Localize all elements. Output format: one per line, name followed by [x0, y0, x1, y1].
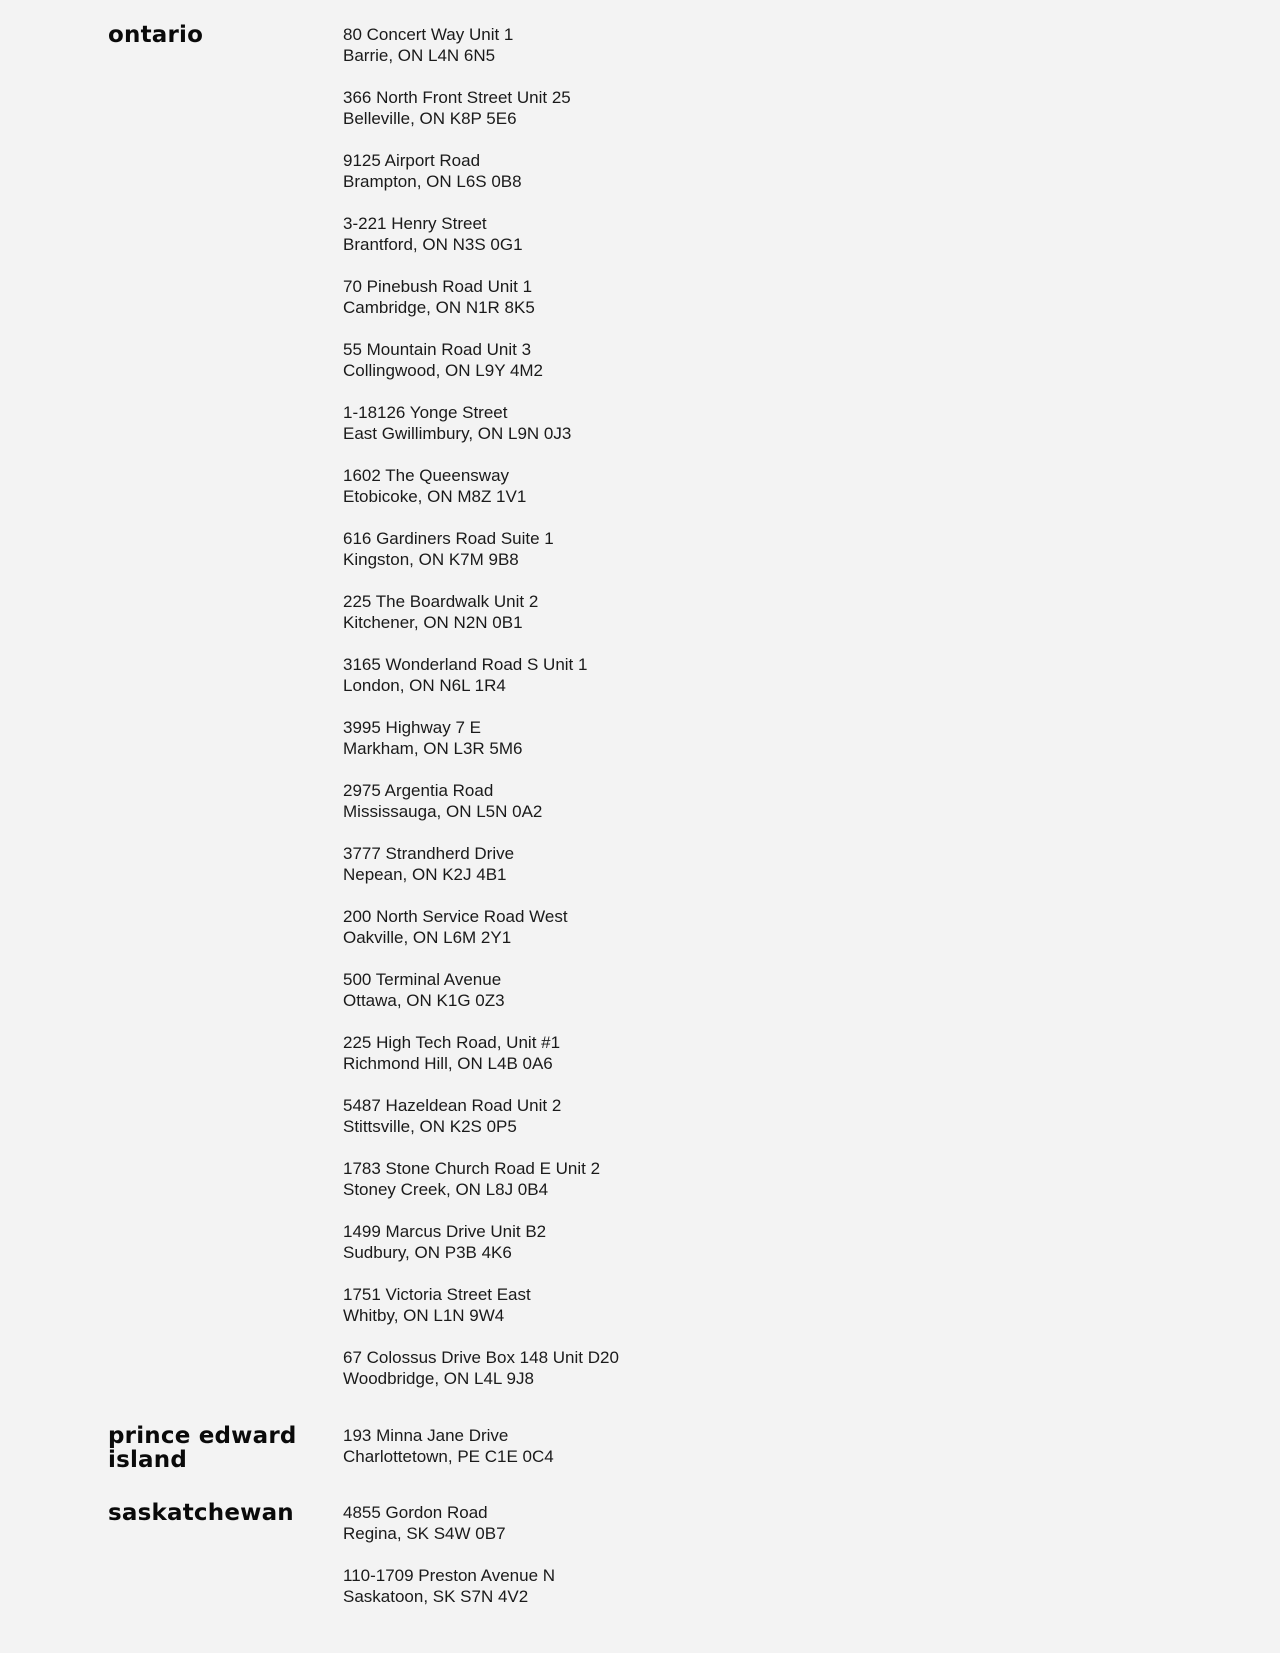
street-line: 616 Gardiners Road Suite 1 — [343, 529, 554, 548]
address-item — [343, 591, 619, 654]
street-line: 225 The Boardwalk Unit 2 — [343, 592, 539, 611]
street-line: 3995 Highway 7 E — [343, 718, 481, 737]
address-item — [343, 843, 619, 906]
city-line: Markham, ON L3R 5M6 — [343, 739, 523, 758]
address-item — [343, 1565, 555, 1628]
city-line: Regina, SK S4W 0B7 — [343, 1524, 506, 1543]
street-line: 1602 The Queensway — [343, 466, 510, 485]
address-item — [343, 213, 619, 276]
street-line: 9125 Airport Road — [343, 151, 481, 170]
address-item — [343, 339, 619, 402]
city-line: Mississauga, ON L5N 0A2 — [343, 802, 543, 821]
street-line: 110-1709 Preston Avenue N — [343, 1566, 556, 1585]
street-line: 2975 Argentia Road — [343, 781, 494, 800]
street-line: 3165 Wonderland Road S Unit 1 — [343, 655, 588, 674]
address-list — [343, 1502, 555, 1628]
address-item — [343, 1425, 554, 1488]
street-line: 3777 Strandherd Drive — [343, 844, 515, 863]
province-section-prince-edward-island — [0, 1425, 1280, 1504]
city-line: Sudbury, ON P3B 4K6 — [343, 1243, 512, 1262]
street-line: 1-18126 Yonge Street — [343, 403, 508, 422]
address-item — [343, 465, 619, 528]
street-line: 70 Pinebush Road Unit 1 — [343, 277, 533, 296]
city-line: London, ON N6L 1R4 — [343, 676, 506, 695]
province-heading: prince edward island — [108, 1423, 297, 1473]
street-line: 80 Concert Way Unit 1 — [343, 25, 514, 44]
city-line: Belleville, ON K8P 5E6 — [343, 109, 517, 128]
province-section-ontario — [0, 24, 1280, 1426]
street-line: 1751 Victoria Street East — [343, 1285, 531, 1304]
street-line: 200 North Service Road West — [343, 907, 568, 926]
province-heading: ontario — [108, 22, 204, 48]
city-line: East Gwillimbury, ON L9N 0J3 — [343, 424, 572, 443]
street-line: 193 Minna Jane Drive — [343, 1426, 509, 1445]
address-item — [343, 150, 619, 213]
address-item — [343, 906, 619, 969]
city-line: Nepean, ON K2J 4B1 — [343, 865, 507, 884]
address-item — [343, 654, 619, 717]
street-line: 67 Colossus Drive Box 148 Unit D20 — [343, 1348, 619, 1367]
address-item — [343, 780, 619, 843]
address-item — [343, 402, 619, 465]
street-line: 5487 Hazeldean Road Unit 2 — [343, 1096, 562, 1115]
street-line: 1499 Marcus Drive Unit B2 — [343, 1222, 547, 1241]
city-line: Stittsville, ON K2S 0P5 — [343, 1117, 517, 1136]
address-list — [343, 24, 619, 1410]
city-line: Oakville, ON L6M 2Y1 — [343, 928, 512, 947]
address-item — [343, 1347, 619, 1410]
street-line: 366 North Front Street Unit 25 — [343, 88, 571, 107]
city-line: Stoney Creek, ON L8J 0B4 — [343, 1180, 549, 1199]
city-line: Kingston, ON K7M 9B8 — [343, 550, 519, 569]
street-line: 500 Terminal Avenue — [343, 970, 502, 989]
city-line: Brampton, ON L6S 0B8 — [343, 172, 522, 191]
address-item — [343, 276, 619, 339]
city-line: Etobicoke, ON M8Z 1V1 — [343, 487, 527, 506]
address-item — [343, 1221, 619, 1284]
city-line: Ottawa, ON K1G 0Z3 — [343, 991, 505, 1010]
city-line: Barrie, ON L4N 6N5 — [343, 46, 496, 65]
city-line: Charlottetown, PE C1E 0C4 — [343, 1447, 554, 1466]
city-line: Saskatoon, SK S7N 4V2 — [343, 1587, 529, 1606]
address-item — [343, 1032, 619, 1095]
address-item — [343, 1095, 619, 1158]
address-item — [343, 969, 619, 1032]
address-list — [343, 1425, 554, 1488]
city-line: Richmond Hill, ON L4B 0A6 — [343, 1054, 553, 1073]
street-line: 225 High Tech Road, Unit #1 — [343, 1033, 561, 1052]
city-line: Woodbridge, ON L4L 9J8 — [343, 1369, 534, 1388]
address-item — [343, 87, 619, 150]
province-section-saskatchewan — [0, 1502, 1280, 1644]
address-item — [343, 1158, 619, 1221]
city-line: Whitby, ON L1N 9W4 — [343, 1306, 505, 1325]
address-item — [343, 1284, 619, 1347]
city-line: Collingwood, ON L9Y 4M2 — [343, 361, 544, 380]
street-line: 55 Mountain Road Unit 3 — [343, 340, 532, 359]
street-line: 3-221 Henry Street — [343, 214, 487, 233]
street-line: 4855 Gordon Road — [343, 1503, 488, 1522]
address-item — [343, 717, 619, 780]
city-line: Cambridge, ON N1R 8K5 — [343, 298, 535, 317]
address-item — [343, 24, 619, 87]
address-item — [343, 528, 619, 591]
address-item — [343, 1502, 555, 1565]
city-line: Brantford, ON N3S 0G1 — [343, 235, 523, 254]
city-line: Kitchener, ON N2N 0B1 — [343, 613, 523, 632]
province-heading: saskatchewan — [108, 1500, 294, 1526]
street-line: 1783 Stone Church Road E Unit 2 — [343, 1159, 601, 1178]
